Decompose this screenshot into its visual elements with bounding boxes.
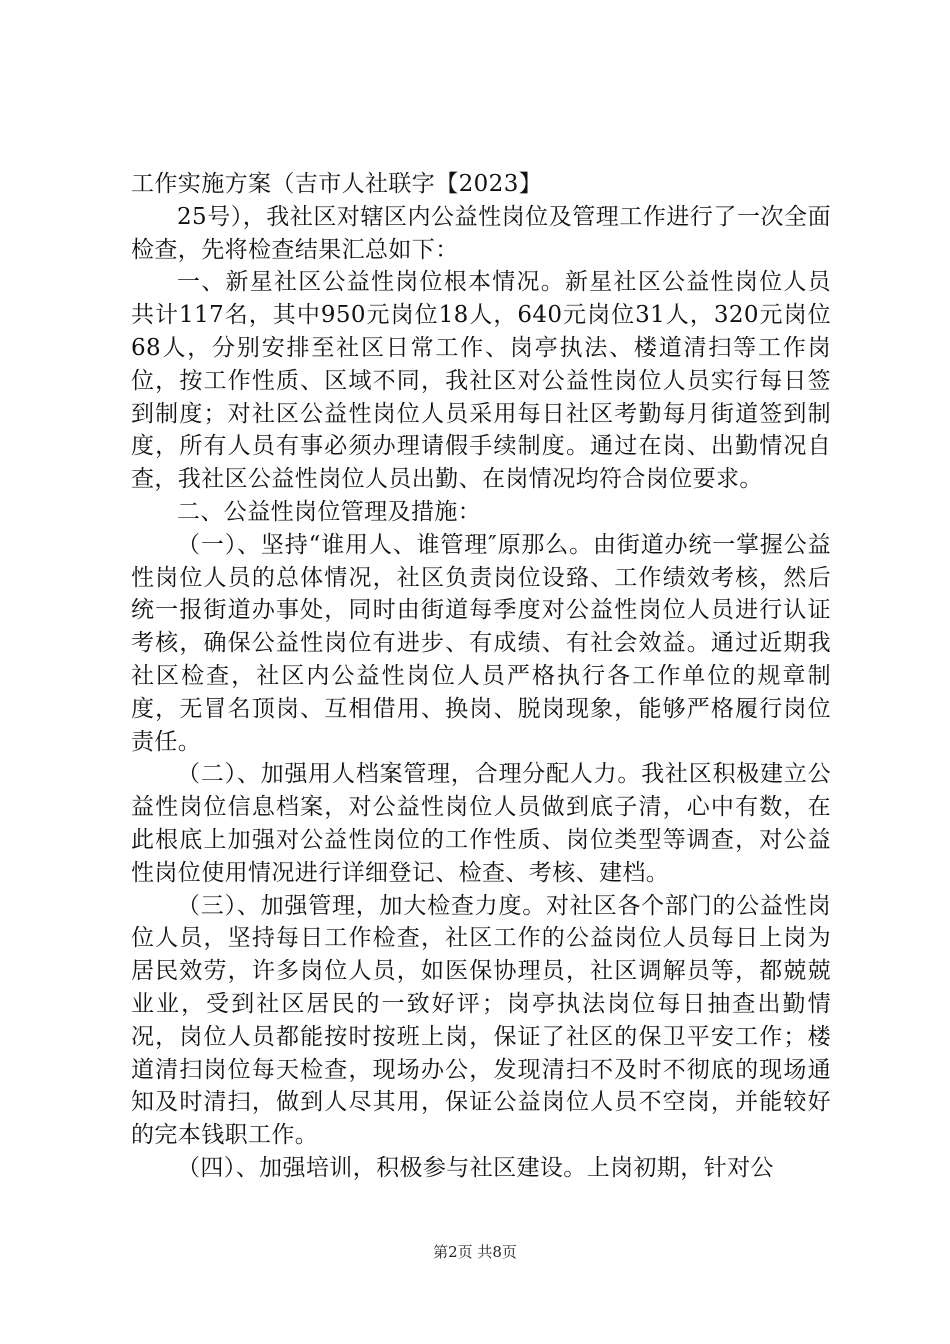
paragraph-heading-continuation: 工作实施方案（吉市人社联字【2023】 [131,171,543,197]
paragraph-intro: 25号），我社区对辖区内公益性岗位及管理工作进行了一次全面检查，先将检查结果汇总如下： [131,203,831,263]
paragraph-section-1: 一、新星社区公益性岗位根本情况。新星社区公益性岗位人员共计117名，其中950元岗位18人，640元岗位31人，320元岗位68人，分别安排至社区日常工作、岗亭执法、楼道清扫等工作岗位，按工作性质、区域不同，我社区对公益性岗位人员实行每日签到制度；对社区公益性岗位人员采用每日社区考勤每月街道签到制度，所有人员有事必须办理请假手续制度。通过在岗、出勤情况自查，我社区公益性岗位人员出勤、在岗情况均符合岗位要求。 [131,269,831,493]
paragraph-measure-1: （一）、坚持“谁用人、谁管理″原那么。由街道办统一掌握公益性岗位人员的总体情况，社区负责岗位设臵、工作绩效考核，然后统一报街道办事处，同时由街道每季度对公益性岗位人员进行认证考核，确保公益性岗位有进步、有成绩、有社会效益。通过近期我社区检查，社区内公益性岗位人员严格执行各工作单位的规章制度，无冒名顶岗、互相借用、换岗、脱岗现象，能够严格履行岗位责任。 [131,531,831,755]
page-number-footer: 第2页 共8页 [433,1243,517,1261]
paragraph-section-2-title: 二、公益性岗位管理及措施： [177,498,482,525]
document-body [131,168,831,1185]
paragraph-measure-3: （三）、加强管理，加大检查力度。对社区各个部门的公益性岗位人员，坚持每日工作检查，社区工作的公益岗位人员每日上岗为居民效劳，许多岗位人员，如医保协理员，社区调解员等，都兢兢业业，受到社区居民的一致好评；岗亭执法岗位每日抽查出勤情况，岗位人员都能按时按班上岗，保证了社区的保卫平安工作；楼道清扫岗位每天检查，现场办公，发现清扫不及时不彻底的现场通知及时清扫，做到人尽其用，保证公益岗位人员不空岗，并能较好的完本钱职工作。 [131,892,831,1149]
paragraph-measure-2: （二）、加强用人档案管理，合理分配人力。我社区积极建立公益性岗位信息档案，对公益性岗位人员做到底子清，心中有数，在此根底上加强对公益性岗位的工作性质、岗位类型等调查，对公益性岗位使用情况进行详细登记、检查、考核、建档。 [131,761,831,886]
paragraph-measure-4: （四）、加强培训，积极参与社区建设。上岗初期，针对公 [177,1154,774,1181]
